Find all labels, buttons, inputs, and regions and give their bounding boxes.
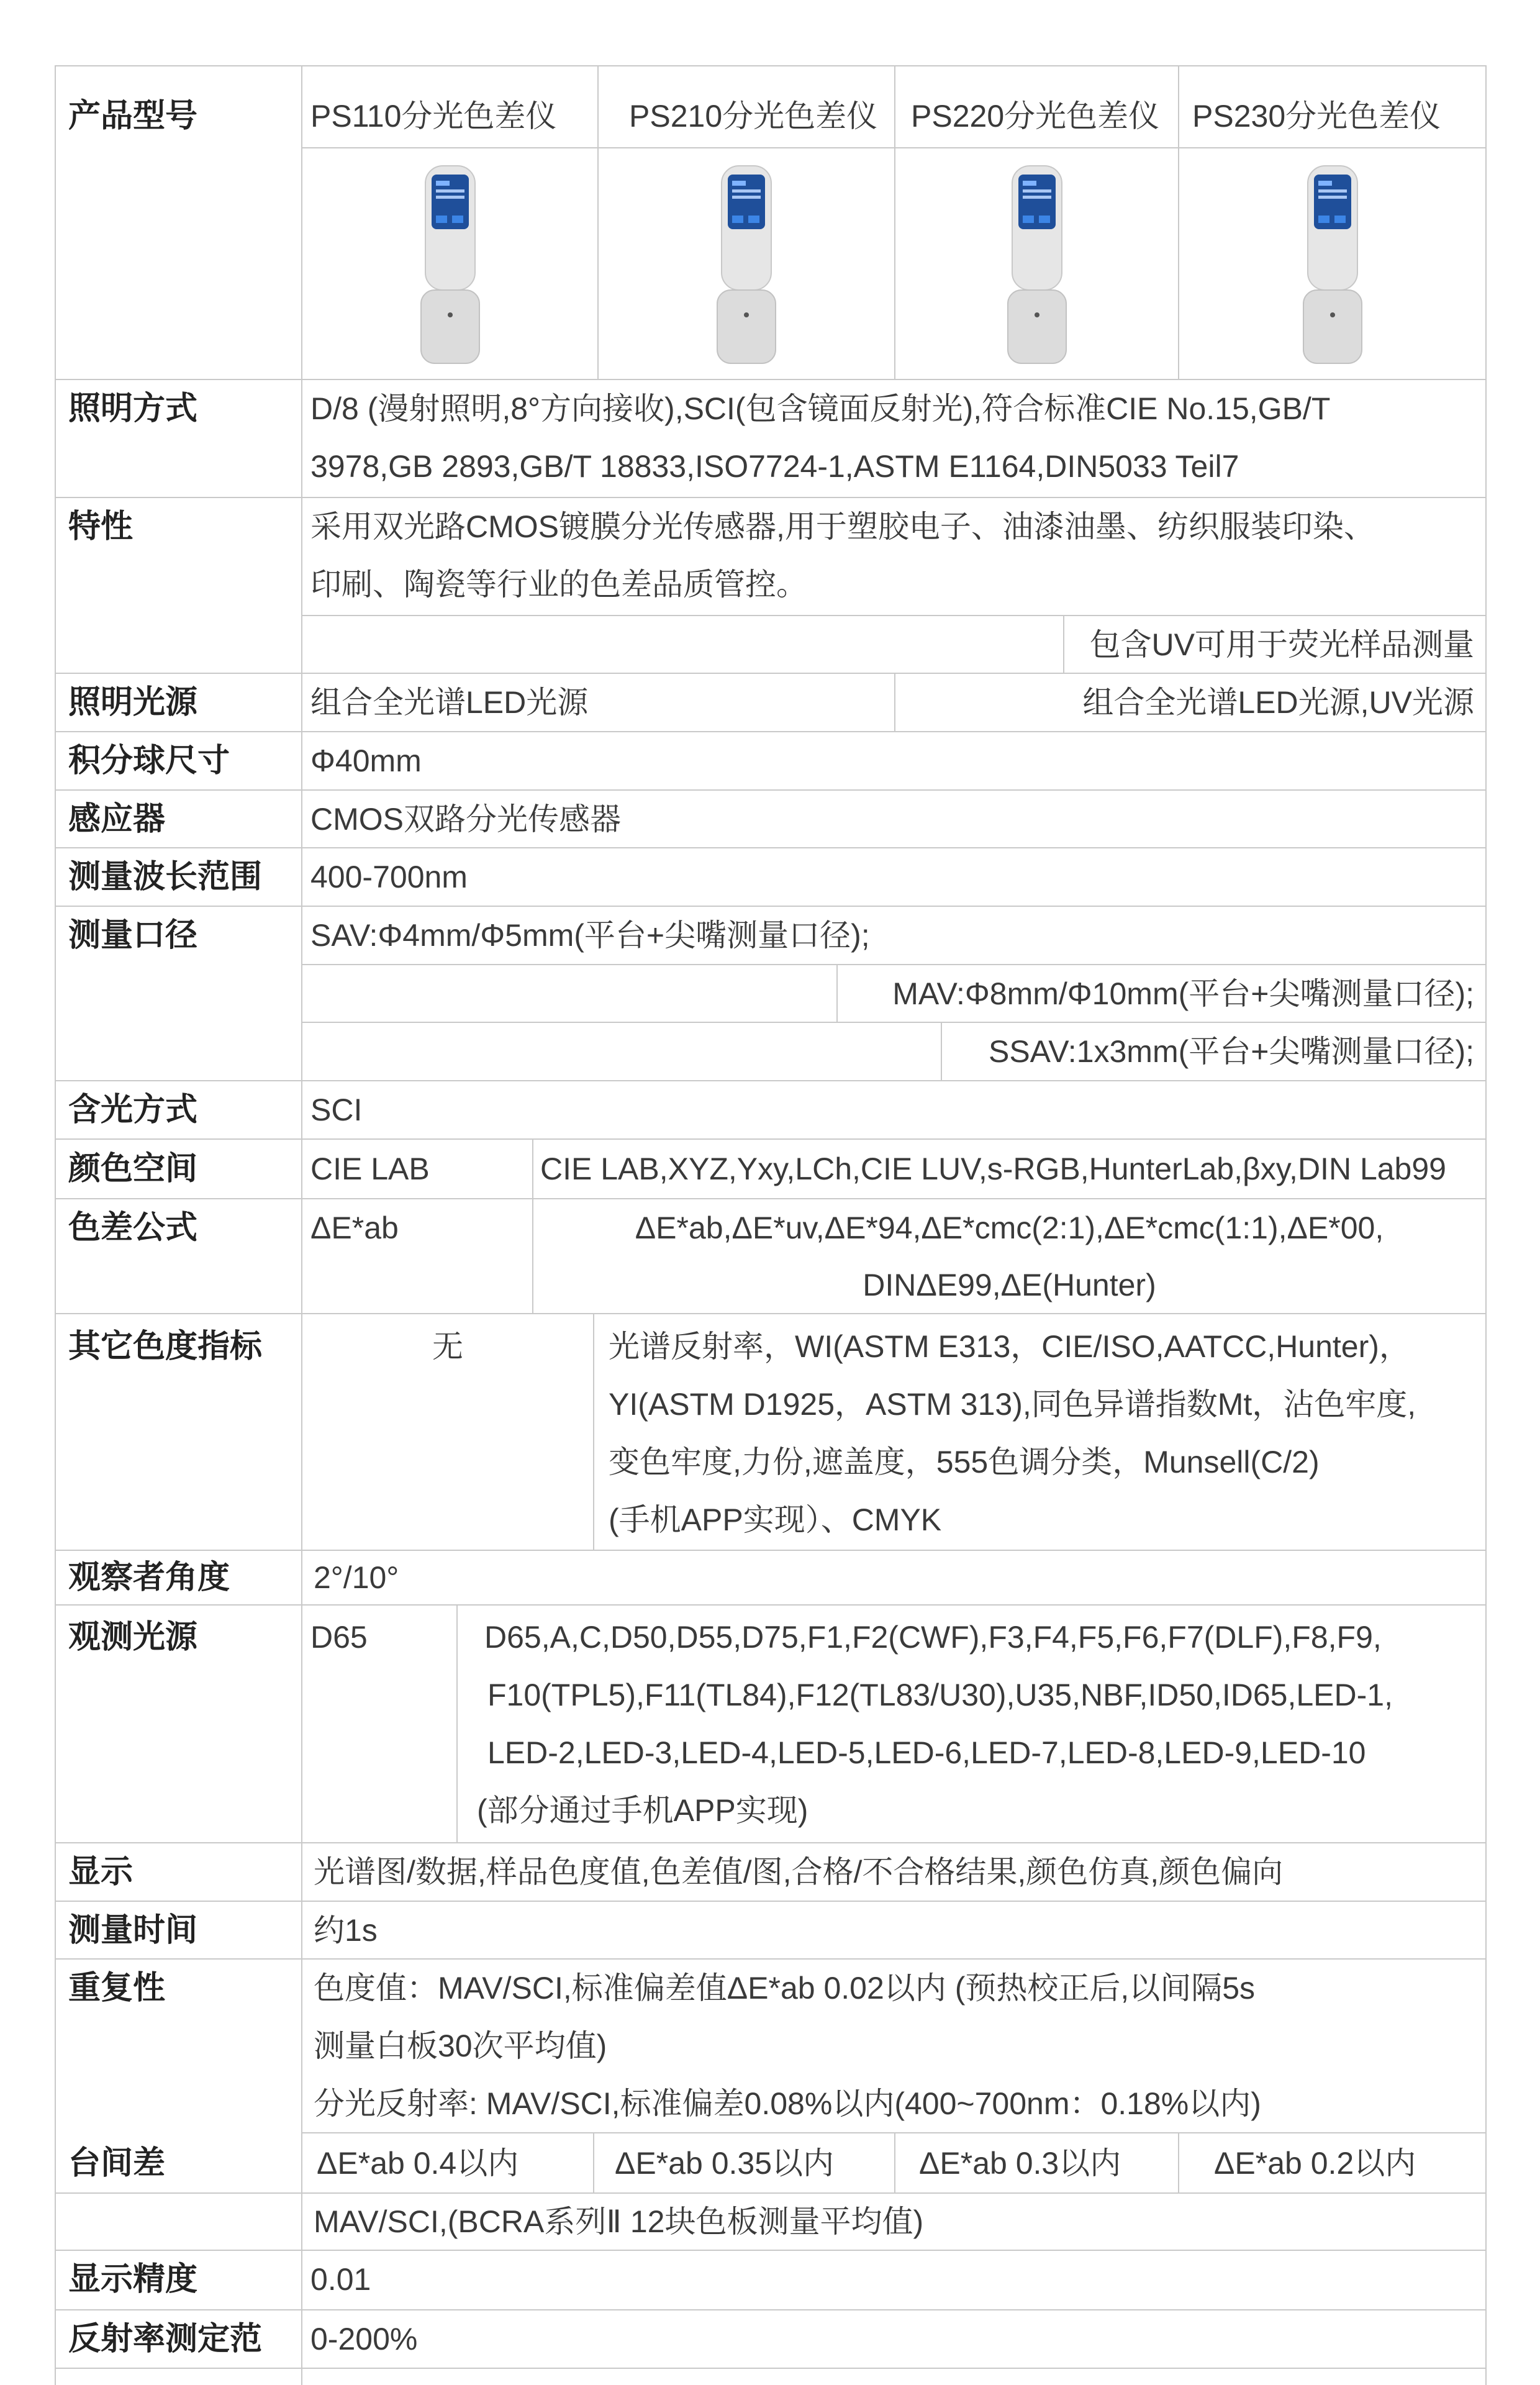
- light-source-led-uv: 组合全光谱LED光源,UV光源: [1082, 685, 1474, 720]
- light-source-led: 组合全光谱LED光源: [310, 685, 589, 720]
- inter-instrument-ps210: ΔE*ab 0.35以内: [615, 2146, 835, 2181]
- row-label-display: 显示: [68, 1854, 134, 1890]
- row-label-repeatability: 重复性: [68, 1970, 166, 2006]
- row-label-formula: 色差公式: [68, 1210, 198, 1246]
- row-label-sensor: 感应器: [68, 801, 166, 837]
- aperture-sav: SAV:Φ4mm/Φ5mm(平台+尖嘴测量口径);: [310, 918, 870, 953]
- inter-instrument-ps110: ΔE*ab 0.4以内: [317, 2146, 519, 2181]
- product-image-ps210: [599, 148, 894, 379]
- repeatability-line-2: 测量白板30次平均值): [314, 2028, 607, 2063]
- row-label-specular: 含光方式: [68, 1092, 198, 1128]
- wavelength-value: 400-700nm: [310, 860, 468, 894]
- other-index-line-1: 光谱反射率，WI(ASTM E313，CIE/ISO,AATCC,Hunter)，: [609, 1329, 1410, 1364]
- illuminant-line-2: F10(TPL5),F11(TL84),F12(TL83/U30),U35,NBF,ID50,ID65,LED-1,: [487, 1678, 1393, 1712]
- reflectance-range-value: 0-200%: [310, 2322, 418, 2356]
- row-label-wavelength: 测量波长范围: [68, 859, 263, 895]
- illuminant-line-1: D65,A,C,D50,D55,D75,F1,F2(CWF),F3,F4,F5,F6,F7(DLF),F8,F9,: [484, 1620, 1382, 1655]
- model-ps220: PS220分光色差仪: [911, 99, 1160, 134]
- repeatability-line-3: 分光反射率: MAV/SCI,标准偏差0.08%以内(400~700nm：0.18%以内): [314, 2086, 1261, 2121]
- row-label-sphere: 积分球尺寸: [68, 743, 230, 779]
- other-index-line-4: (手机APP实现）、CMYK: [609, 1502, 942, 1537]
- colorimeter-device-icon: [990, 148, 1084, 372]
- inter-instrument-ps220: ΔE*ab 0.3以内: [919, 2146, 1121, 2181]
- row-label-observer: 观察者角度: [68, 1560, 230, 1596]
- row-label-inter-instrument: 台间差: [68, 2145, 166, 2181]
- illumination-line-1: D/8 (漫射照明,8°方向接收),SCI(包含镜面反射光),符合标准CIE No.15,GB/T: [310, 391, 1331, 426]
- features-uv: 包含UV可用于荧光样品测量: [1089, 627, 1474, 662]
- row-label-illuminant: 观测光源: [68, 1619, 198, 1655]
- colorimeter-device-icon: [700, 148, 793, 372]
- sphere-value: Φ40mm: [310, 743, 422, 778]
- row-label-aperture: 测量口径: [68, 917, 198, 953]
- formula-full-line-1: ΔE*ab,ΔE*uv,ΔE*94,ΔE*cmc(2:1),ΔE*cmc(1:1),ΔE*00,: [635, 1211, 1384, 1245]
- inter-instrument-note: MAV/SCI,(BCRA系列Ⅱ 12块色板测量平均值): [314, 2204, 924, 2239]
- row-label-color-space: 颜色空间: [68, 1151, 198, 1187]
- illuminant-basic: D65: [310, 1620, 368, 1655]
- colorimeter-device-icon: [1286, 148, 1379, 372]
- display-value: 光谱图/数据,样品色度值,色差值/图,合格/不合格结果,颜色仿真,颜色偏向: [314, 1855, 1284, 1889]
- product-image-ps110: [302, 148, 597, 379]
- product-image-ps230: [1179, 148, 1485, 379]
- repeatability-line-1: 色度值：MAV/SCI,标准偏差值ΔE*ab 0.02以内 (预热校正后,以间隔5s: [314, 1971, 1256, 2006]
- other-index-line-3: 变色牢度,力份,遮盖度，555色调分类，Munsell(C/2): [609, 1445, 1320, 1479]
- illumination-line-2: 3978,GB 2893,GB/T 18833,ISO7724-1,ASTM E1164,DIN5033 Teil7: [310, 449, 1239, 484]
- inter-instrument-ps230: ΔE*ab 0.2以内: [1214, 2146, 1416, 2181]
- row-label-precision: 显示精度: [68, 2261, 198, 2297]
- row-label-time: 测量时间: [68, 1912, 198, 1948]
- colorimeter-device-icon: [404, 148, 497, 372]
- model-ps210: PS210分光色差仪: [629, 99, 878, 134]
- features-line-2: 印刷、陶瓷等行业的色差品质管控。: [310, 567, 807, 602]
- row-label-illumination: 照明方式: [68, 391, 198, 427]
- sensor-value: CMOS双路分光传感器: [310, 802, 621, 837]
- row-label-features: 特性: [68, 509, 134, 545]
- aperture-mav: MAV:Φ8mm/Φ10mm(平台+尖嘴测量口径);: [892, 976, 1474, 1011]
- features-line-1: 采用双光路CMOS镀膜分光传感器,用于塑胶电子、油漆油墨、纺织服装印染、: [310, 509, 1375, 544]
- row-label-reflectance-range: 反射率测定范: [68, 2321, 263, 2357]
- illuminant-line-3: LED-2,LED-3,LED-4,LED-5,LED-6,LED-7,LED-8,LED-9,LED-10: [487, 1735, 1366, 1770]
- product-image-ps220: [895, 148, 1178, 379]
- precision-value: 0.01: [310, 2262, 371, 2297]
- row-label-model: 产品型号: [68, 98, 198, 134]
- row-label-light-source: 照明光源: [68, 684, 198, 720]
- formula-full-line-2: DINΔE99,ΔE(Hunter): [863, 1268, 1156, 1302]
- row-label-other-index: 其它色度指标: [68, 1329, 263, 1365]
- model-ps230: PS230分光色差仪: [1192, 99, 1441, 134]
- color-space-full: CIE LAB,XYZ,Yxy,LCh,CIE LUV,s-RGB,HunterLab,βxy,DIN Lab99: [540, 1152, 1446, 1186]
- other-index-none: 无: [432, 1329, 463, 1364]
- formula-basic: ΔE*ab: [310, 1211, 399, 1245]
- aperture-ssav: SSAV:1x3mm(平台+尖嘴测量口径);: [988, 1034, 1474, 1069]
- illuminant-line-4: (部分通过手机APP实现): [477, 1793, 808, 1828]
- specular-value: SCI: [310, 1093, 363, 1127]
- observer-value: 2°/10°: [314, 1560, 399, 1595]
- model-ps110: PS110分光色差仪: [310, 99, 557, 134]
- color-space-basic: CIE LAB: [310, 1152, 430, 1186]
- time-value: 约1s: [314, 1913, 378, 1948]
- other-index-line-2: YI(ASTM D1925，ASTM 313),同色异谱指数Mt，沾色牢度,: [609, 1387, 1416, 1422]
